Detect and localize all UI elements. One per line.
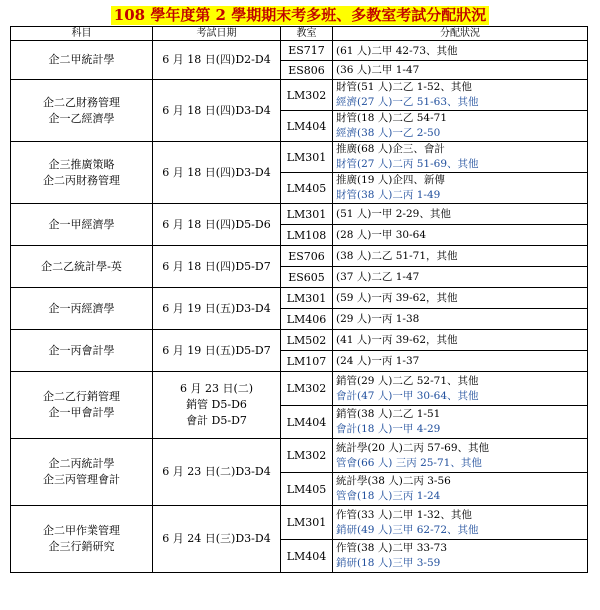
date-line: 銷管 D5-D6: [186, 398, 247, 411]
room-cell: LM404: [281, 540, 333, 573]
subject-cell: [11, 204, 153, 246]
distribution-cell: [333, 439, 588, 473]
subject-line: 企二丙統計學: [48, 457, 115, 470]
distribution-line: (37 人)二乙 1-47: [336, 271, 420, 283]
date-cell: [153, 80, 281, 142]
room-cell: LM302: [281, 372, 333, 406]
date-line: 6 月 19 日(五)D3-D4: [162, 301, 271, 315]
subject-line: 企二乙統計學-英: [41, 259, 122, 273]
date-line: 6 月 19 日(五)D5-D7: [162, 343, 271, 357]
room-cell: ES706: [281, 246, 333, 267]
room-cell: ES605: [281, 267, 333, 288]
date-line: 6 月 23 日(二)D3-D4: [162, 465, 271, 478]
subject-cell: [11, 142, 153, 204]
table-row: [11, 330, 588, 351]
table-row: [11, 142, 588, 173]
date-cell: [153, 506, 281, 573]
distribution-line: 經濟(38 人)一乙 2-50: [336, 127, 441, 139]
table-row: [11, 41, 588, 61]
distribution-line: (51 人)一甲 2-29、其他: [336, 208, 451, 220]
subject-cell: [11, 330, 153, 372]
room-cell: LM406: [281, 309, 333, 330]
distribution-cell: [333, 506, 588, 540]
distribution-cell: [333, 540, 588, 573]
table-row: [11, 506, 588, 540]
distribution-cell: [333, 473, 588, 506]
subject-line: 企一乙經濟學: [48, 111, 115, 125]
distribution-cell: [333, 204, 588, 225]
table-row: [11, 80, 588, 111]
distribution-line: 銷管(29 人)二乙 52-71、其他: [336, 374, 479, 387]
header-row: [11, 27, 588, 41]
room-cell: ES717: [281, 41, 333, 61]
subject-line: 企三行銷研究: [48, 540, 115, 553]
title-wrap: [0, 5, 600, 25]
subject-cell: [11, 246, 153, 288]
room-cell: LM404: [281, 406, 333, 439]
distribution-cell: [333, 372, 588, 406]
subject-cell: [11, 41, 153, 80]
distribution-line: 銷研(18 人)三甲 3-59: [336, 557, 441, 569]
date-line: 6 月 18 日(四)D3-D4: [162, 165, 271, 179]
table-row: [11, 246, 588, 267]
distribution-line: 作管(38 人)二甲 33-73: [336, 542, 447, 554]
distribution-cell: [333, 80, 588, 111]
distribution-line: 管會(66 人) 三丙 25-71、其他: [336, 456, 482, 469]
distribution-cell: [333, 406, 588, 439]
distribution-line: (41 人)一丙 39-62，其他: [336, 334, 458, 346]
room-cell: LM301: [281, 288, 333, 309]
distribution-cell: [333, 330, 588, 351]
subject-line: 企二乙財務管理: [43, 95, 120, 109]
date-cell: [153, 246, 281, 288]
subject-line: 企一丙會計學: [48, 343, 115, 357]
subject-line: 企二甲作業管理: [43, 524, 120, 537]
distribution-cell: [333, 267, 588, 288]
subject-cell: [11, 372, 153, 439]
distribution-cell: [333, 288, 588, 309]
distribution-cell: [333, 225, 588, 246]
distribution-cell: [333, 351, 588, 372]
distribution-line: 銷研(49 人)三甲 62-72、其他: [336, 523, 479, 536]
room-cell: LM404: [281, 111, 333, 142]
date-line: 6 月 18 日(四)D2-D4: [162, 53, 271, 66]
subject-line: 企二丙財務管理: [43, 173, 120, 187]
room-cell: ES806: [281, 61, 333, 80]
table-row: [11, 439, 588, 473]
room-cell: LM302: [281, 439, 333, 473]
distribution-line: (36 人)二甲 1-47: [336, 64, 420, 76]
subject-cell: [11, 439, 153, 506]
subject-line: 企一甲會計學: [48, 406, 115, 419]
subject-cell: [11, 506, 153, 573]
distribution-line: 會計(18 人)一甲 4-29: [336, 423, 441, 435]
table-body: [11, 41, 588, 573]
room-cell: LM302: [281, 80, 333, 111]
date-cell: [153, 204, 281, 246]
distribution-line: (24 人)一丙 1-37: [336, 355, 420, 367]
distribution-line: 經濟(27 人)一乙 51-63、其他: [336, 96, 479, 108]
distribution-cell: [333, 309, 588, 330]
header-date: 考試日期: [153, 27, 281, 41]
subject-line: 企三推廣策略: [48, 157, 115, 171]
date-cell: [153, 439, 281, 506]
distribution-cell: [333, 142, 588, 173]
subject-line: 企三丙管理會計: [43, 473, 120, 486]
subject-cell: [11, 80, 153, 142]
date-cell: [153, 41, 281, 80]
table-row: [11, 288, 588, 309]
date-line: 6 月 23 日(二): [179, 382, 254, 395]
distribution-cell: [333, 111, 588, 142]
room-cell: LM108: [281, 225, 333, 246]
distribution-line: 統計學(20 人)二丙 57-69、其他: [336, 441, 489, 454]
room-cell: LM107: [281, 351, 333, 372]
distribution-line: (59 人)一丙 39-62，其他: [336, 292, 458, 304]
distribution-line: 統計學(38 人)二丙 3-56: [336, 475, 451, 487]
distribution-line: 財管(27 人)二丙 51-69、其他: [336, 158, 479, 170]
subject-line: 企二乙行銷管理: [43, 390, 120, 403]
room-cell: LM301: [281, 204, 333, 225]
room-cell: LM405: [281, 473, 333, 506]
table-row: [11, 204, 588, 225]
distribution-line: 推廣(19 人)企四、新傳: [336, 174, 445, 186]
room-cell: LM301: [281, 506, 333, 540]
distribution-cell: [333, 173, 588, 204]
distribution-line: (28 人)一甲 30-64: [336, 229, 426, 241]
subject-line: 企二甲統計學: [48, 53, 115, 66]
distribution-line: (61 人)二甲 42-73、其他: [336, 44, 458, 57]
subject-line: 企一甲經濟學: [48, 217, 115, 231]
distribution-line: 作管(33 人)二甲 1-32、其他: [336, 508, 472, 521]
header-subject: 科目: [11, 27, 153, 41]
page-title: 108 學年度第 2 學期期末考多班、多教室考試分配狀況: [111, 6, 489, 25]
date-line: 6 月 18 日(四)D5-D7: [162, 259, 271, 273]
distribution-line: 推廣(68 人)企三、會計: [336, 143, 445, 155]
date-line: 會計 D5-D7: [186, 414, 247, 427]
subject-cell: [11, 288, 153, 330]
date-cell: [153, 142, 281, 204]
distribution-cell: [333, 61, 588, 80]
room-cell: LM405: [281, 173, 333, 204]
distribution-line: 管會(18 人)三丙 1-24: [336, 490, 441, 502]
date-cell: [153, 372, 281, 439]
distribution-cell: [333, 246, 588, 267]
header-room: 教室: [281, 27, 333, 41]
date-line: 6 月 18 日(四)D5-D6: [162, 217, 271, 231]
distribution-line: 銷管(38 人)二乙 1-51: [336, 408, 441, 420]
table-row: [11, 372, 588, 406]
distribution-line: 財管(18 人)二乙 54-71: [336, 112, 447, 124]
room-cell: LM502: [281, 330, 333, 351]
subject-line: 企一丙經濟學: [48, 301, 115, 315]
distribution-line: (38 人)二乙 51-71，其他: [336, 250, 458, 262]
distribution-line: 財管(38 人)二丙 1-49: [336, 189, 441, 201]
distribution-cell: [333, 41, 588, 61]
distribution-line: (29 人)一丙 1-38: [336, 313, 420, 325]
distribution-line: 會計(47 人)一甲 30-64、其他: [336, 389, 479, 402]
distribution-line: 財管(51 人)二乙 1-52、其他: [336, 81, 472, 93]
room-cell: LM301: [281, 142, 333, 173]
date-cell: [153, 288, 281, 330]
date-line: 6 月 18 日(四)D3-D4: [162, 103, 271, 117]
exam-allocation-table: [10, 26, 588, 573]
header-distribution: 分配狀況: [333, 27, 588, 41]
date-cell: [153, 330, 281, 372]
date-line: 6 月 24 日(三)D3-D4: [162, 532, 271, 545]
